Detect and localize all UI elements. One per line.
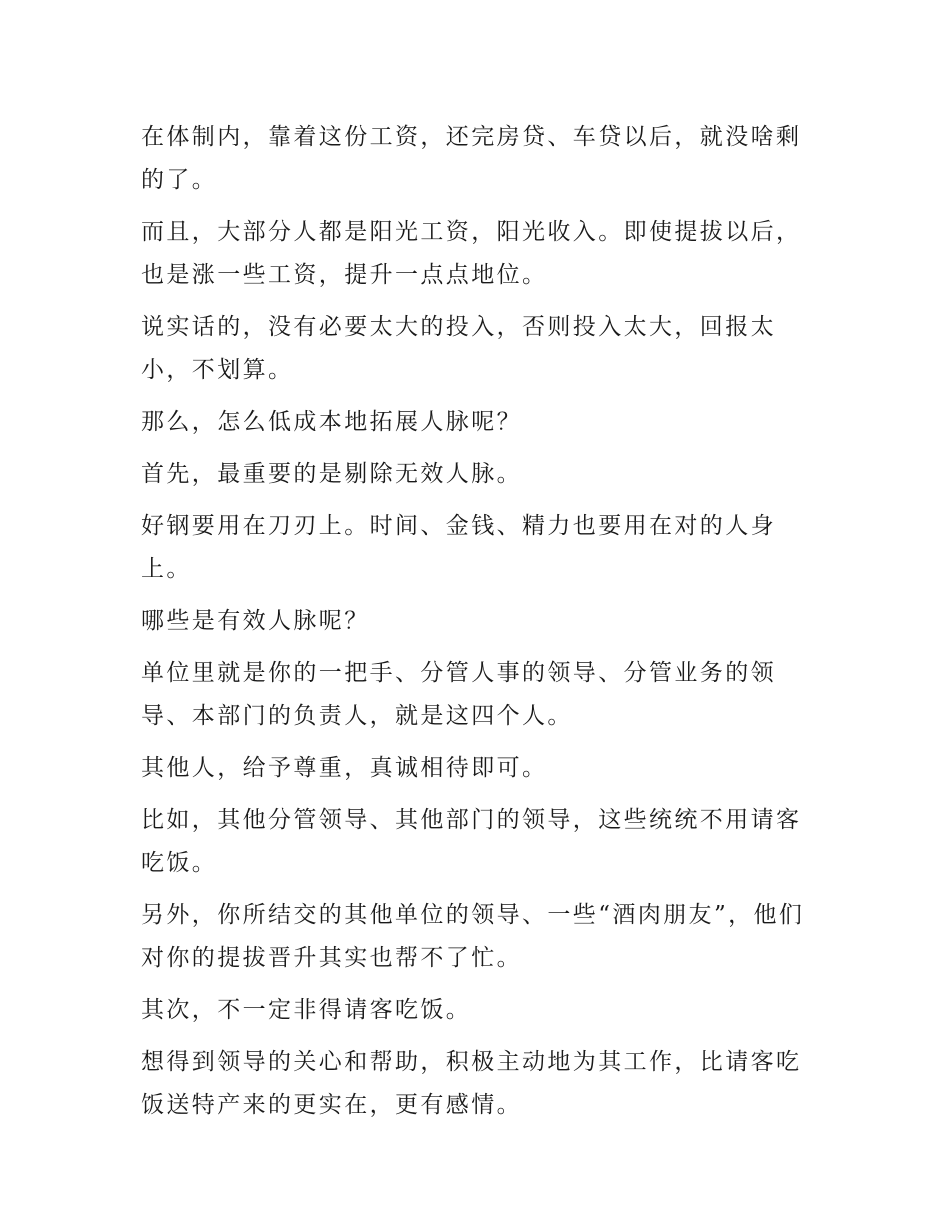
paragraph: 想得到领导的关心和帮助，积极主动地为其工作，比请客吃饭送特产来的更实在，更有感情。 <box>141 1049 802 1118</box>
paragraph: 其次，不一定非得请客吃饭。 <box>141 997 472 1023</box>
paragraph: 另外，你所结交的其他单位的领导、一些“酒肉朋友”，他们对你的提拔晋升其实也帮不了忙。 <box>141 902 805 971</box>
paragraph: 比如，其他分管领导、其他部门的领导，这些统统不用请客吃饭。 <box>141 807 802 876</box>
paragraph: 首先，最重要的是剔除无效人脉。 <box>141 461 522 487</box>
paragraph: 那么，怎么低成本地拓展人脉呢？ <box>141 409 522 435</box>
paragraph: 在体制内，靠着这份工资，还完房贷、车贷以后，就没啥剩的了。 <box>141 124 802 193</box>
paragraph: 哪些是有效人脉呢？ <box>141 608 370 634</box>
paragraph: 单位里就是你的一把手、分管人事的领导、分管业务的领导、本部门的负责人，就是这四个人。 <box>141 660 776 729</box>
paragraph: 说实话的，没有必要太大的投入，否则投入太大，回报太小，不划算。 <box>141 314 776 383</box>
paragraph: 而且，大部分人都是阳光工资，阳光收入。即使提拔以后，也是涨一些工资，提升一点点地位。 <box>141 219 802 288</box>
paragraph: 其他人，给予尊重，真诚相待即可。 <box>141 755 548 781</box>
document-body <box>141 116 813 1136</box>
paragraph: 好钢要用在刀刃上。时间、金钱、精力也要用在对的人身上。 <box>141 513 776 582</box>
